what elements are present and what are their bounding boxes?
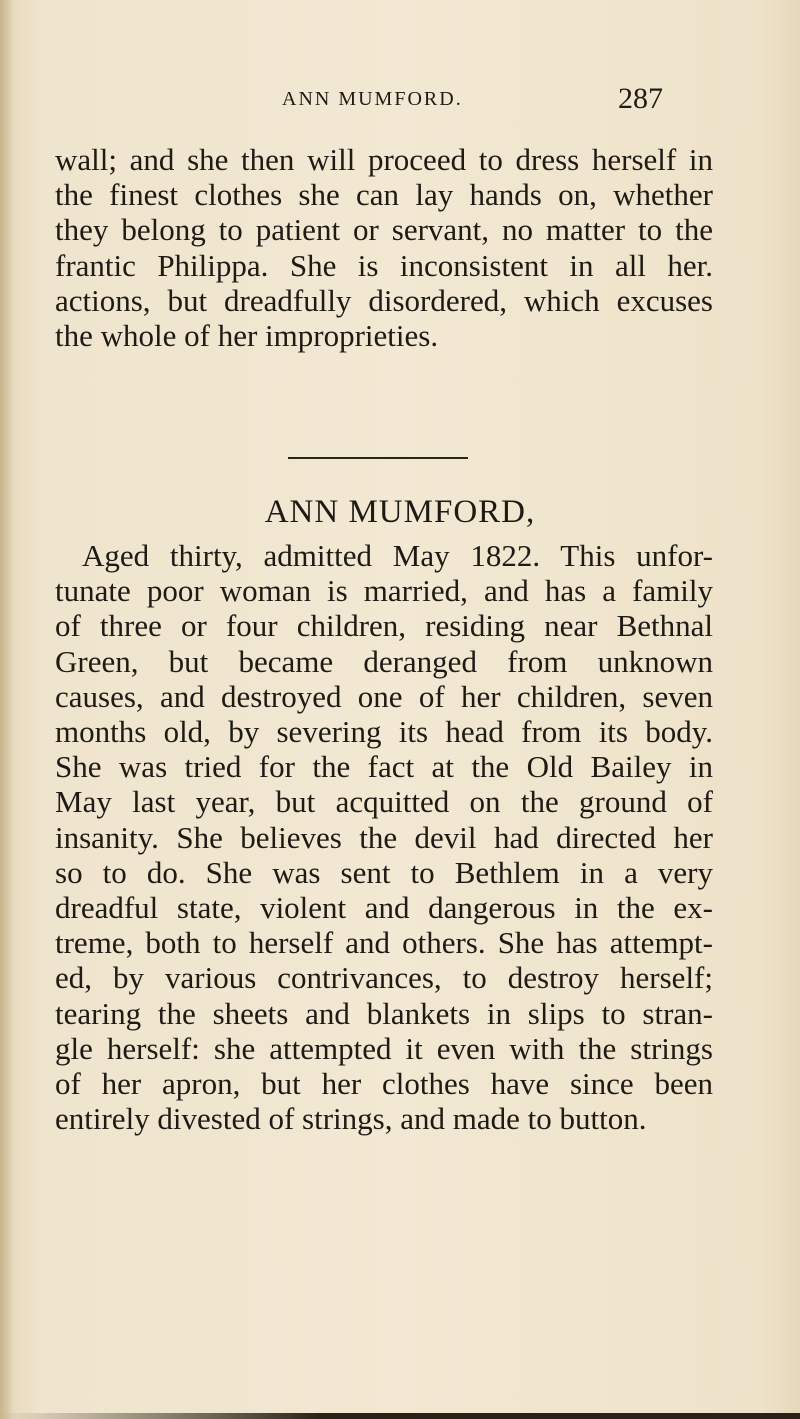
text-line: dreadful state, violent and dangerous in the ex- <box>55 890 713 926</box>
running-head-title: ANN MUMFORD. <box>282 88 463 110</box>
text-line: entirely divested of strings, and made to button. <box>55 1101 647 1137</box>
page-bottom-edge <box>0 1413 800 1419</box>
running-head <box>0 82 800 128</box>
text-line: frantic Philippa. She is inconsistent in all her. <box>55 247 713 283</box>
section-heading: ANN MUMFORD, <box>264 494 536 530</box>
text-line: they belong to patient or servant, no matter to the <box>55 212 713 248</box>
section-divider <box>288 457 468 459</box>
text-line: She was tried for the fact at the Old Bailey in <box>55 749 713 785</box>
text-line: insanity. She believes the devil had directed her <box>55 819 713 855</box>
text-line: the whole of her improprieties. <box>55 318 439 354</box>
text-line: of three or four children, residing near Bethnal <box>55 608 713 644</box>
text-line: so to do. She was sent to Bethlem in a very <box>55 854 713 890</box>
text-line: May last year, but acquitted on the ground of <box>55 784 713 820</box>
gutter-shadow <box>0 0 14 1419</box>
text-line: causes, and destroyed one of her children, seven <box>55 678 713 714</box>
page-number: 287 <box>618 82 663 115</box>
text-line: Green, but became deranged from unknown <box>55 643 713 679</box>
text-line: the finest clothes she can lay hands on, whether <box>55 177 713 213</box>
text-line: Aged thirty, admitted May 1822. This unfor- <box>82 538 713 573</box>
text-line: treme, both to herself and others. She has attempt- <box>55 925 713 961</box>
text-line: wall; and she then will proceed to dress herself in <box>55 142 713 177</box>
text-line: ed, by various contrivances, to destroy herself; <box>55 960 713 996</box>
text-line: actions, but dreadfully disordered, which excuses <box>55 282 713 318</box>
text-line: tearing the sheets and blankets in slips to stran- <box>55 995 713 1031</box>
text-line: of her apron, but her clothes have since been <box>55 1066 713 1102</box>
text-line: gle herself: she attempted it even with the strings <box>55 1030 713 1066</box>
paragraph-case-description <box>55 538 713 1136</box>
text-line: months old, by severing its head from its body. <box>55 714 713 750</box>
paragraph-continuation <box>55 142 713 353</box>
text-line: tunate poor woman is married, and has a family <box>55 573 713 609</box>
